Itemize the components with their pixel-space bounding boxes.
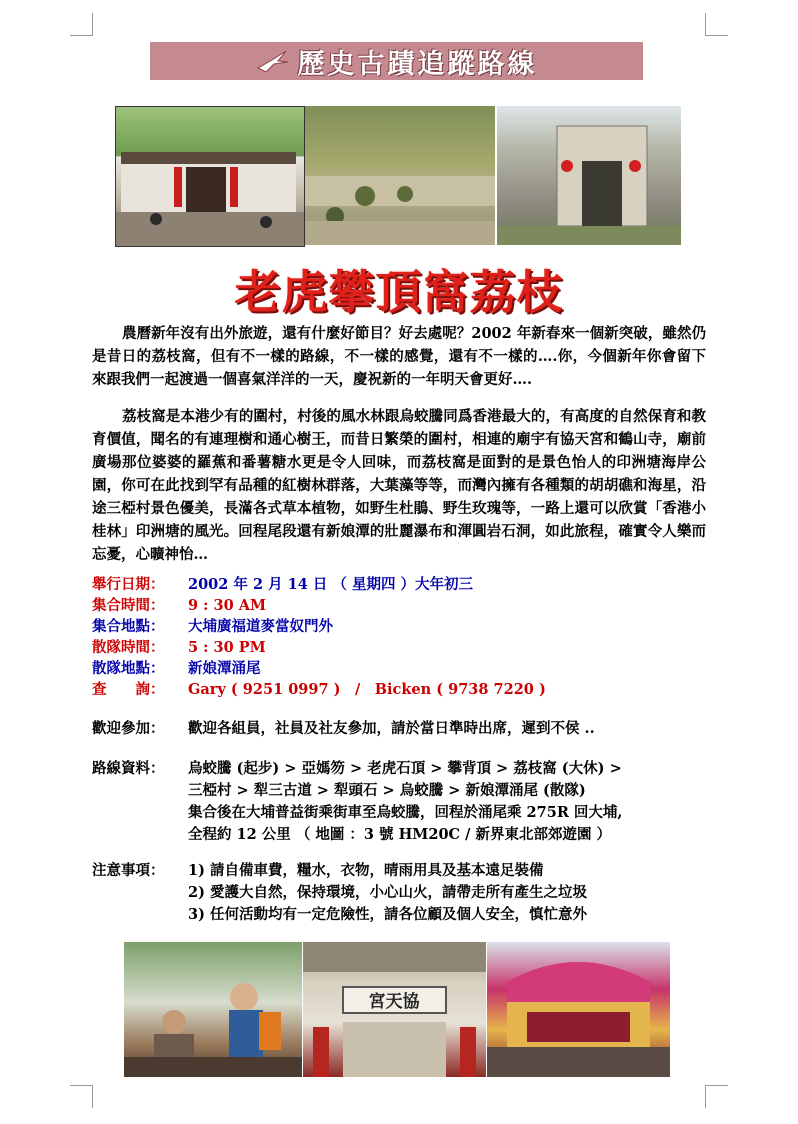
detail-label: 散隊地點： — [92, 660, 165, 677]
detail-value: 5 : 30 PM — [188, 639, 266, 656]
route-section — [92, 758, 706, 846]
notes-section — [92, 860, 706, 926]
detail-value: 大埔廣福道麥當奴門外 — [188, 618, 333, 635]
intro-paragraph: 農曆新年沒有出外旅遊，還有什麼好節目？好去處呢？2002 年新春來一個新突破，雖然仍是昔日的荔枝窩，但有不一樣的路線，不一樣的感覺，還有不一樣的….你，今個新年你會留下來跟我們一起渡過一個喜氣洋洋的一天，慶祝新的一年明天會更好…. — [92, 325, 706, 388]
route-lines — [188, 758, 622, 846]
detail-date — [92, 574, 473, 596]
page-title: 老虎攀頂窩荔枝 — [234, 265, 564, 319]
crop-mark-top-right — [705, 13, 728, 36]
photo-hikers — [124, 942, 302, 1077]
detail-label: 舉行日期： — [92, 576, 165, 593]
detail-value: 9 : 30 AM — [188, 597, 267, 614]
welcome-section — [92, 718, 706, 740]
route-line: 烏蛟騰 (起步) > 亞媽笏 > 老虎石頂 > 攀背頂 > 荔枝窩 (大休) > — [188, 760, 622, 777]
welcome-text: 歡迎各組員，社員及社友參加，請於當日準時出席，遲到不侯 .. — [188, 720, 595, 737]
crop-mark-bottom-left — [70, 1085, 93, 1108]
detail-value: Gary ( 9251 0997 ) / Bicken ( 9738 7220 ) — [188, 681, 546, 698]
detail-end-time — [92, 637, 266, 659]
detail-label: 集合地點： — [92, 618, 165, 635]
detail-end-place — [92, 658, 261, 680]
detail-value: 新娘潭涌尾 — [188, 660, 261, 677]
route-line: 集合後在大埔普益街乘街車至烏蛟騰，回程於涌尾乘 275R 回大埔, — [188, 804, 623, 821]
banner-title: 歷史古蹟追蹤路線 — [297, 48, 538, 80]
photo-village-gate — [497, 106, 681, 245]
bird-icon — [256, 48, 290, 74]
route-label: 路線資料： — [92, 760, 165, 777]
photo-theatre-stage — [487, 942, 670, 1077]
detail-meet-place — [92, 616, 333, 638]
photo-village-temple — [115, 106, 305, 247]
detail-meet-time — [92, 595, 266, 617]
header-banner — [150, 42, 643, 80]
description-paragraph: 荔枝窩是本港少有的圍村，村後的風水林跟烏蛟騰同爲香港最大的，有高度的自然保育和教育價值，聞名的有連理樹和通心樹王，而昔日繁榮的圍村，相連的廟宇有協天宮和鶴山寺，廟前廣場那位婆婆的羅蕉和番薯糖水更是令人回味，而荔枝窩是面對的是景色怡人的印洲塘海岸公園，你可在此找到罕有品種的紅樹林群落，大葉藻等等，而灣內擁有各種類的胡胡礁和海星，沿途三椏村景色優美，長滿各式草本植物，如野生杜鵑、野生玫瑰等，一路上還可以欣賞「香港小桂林」印洲塘的風光。回程尾段還有新娘潭的壯麗瀑布和渾圓岩石洞，如此旅程，確實令人樂而忘憂，心曠神怡… — [92, 408, 706, 563]
notes-label: 注意事項： — [92, 862, 165, 879]
route-line: 全程約 12 公里 （ 地圖 ：3 號 HM20C / 新界東北部郊遊園 ） — [188, 826, 612, 843]
crop-mark-bottom-right — [705, 1085, 728, 1108]
crop-mark-top-left — [70, 13, 93, 36]
photo-hip-tin-temple — [303, 942, 486, 1077]
welcome-label: 歡迎參加： — [92, 720, 165, 737]
note-line: 3) 任何活動均有一定危險性，請各位顧及個人安全，慎忙意外 — [188, 906, 587, 923]
detail-label: 集合時間： — [92, 597, 165, 614]
note-line: 2) 愛護大自然，保持環境，小心山火，請帶走所有產生之垃圾 — [188, 884, 587, 901]
temple-sign: 宮天協 — [368, 992, 420, 1012]
detail-label: 散隊時間： — [92, 639, 165, 656]
route-line: 三椏村 > 犁三古道 > 犁頭石 > 烏蛟騰 > 新娘潭涌尾 (散隊) — [188, 782, 586, 799]
detail-contact — [92, 679, 546, 701]
detail-label: 查 詢： — [92, 681, 165, 698]
photo-mangrove — [305, 106, 495, 245]
note-line: 1) 請自備車費，糧水，衣物，晴雨用具及基本遠足裝備 — [188, 862, 544, 879]
detail-value: 2002 年 2 月 14 日 （ 星期四 ）大年初三 — [188, 576, 474, 593]
notes-lines — [188, 860, 587, 926]
